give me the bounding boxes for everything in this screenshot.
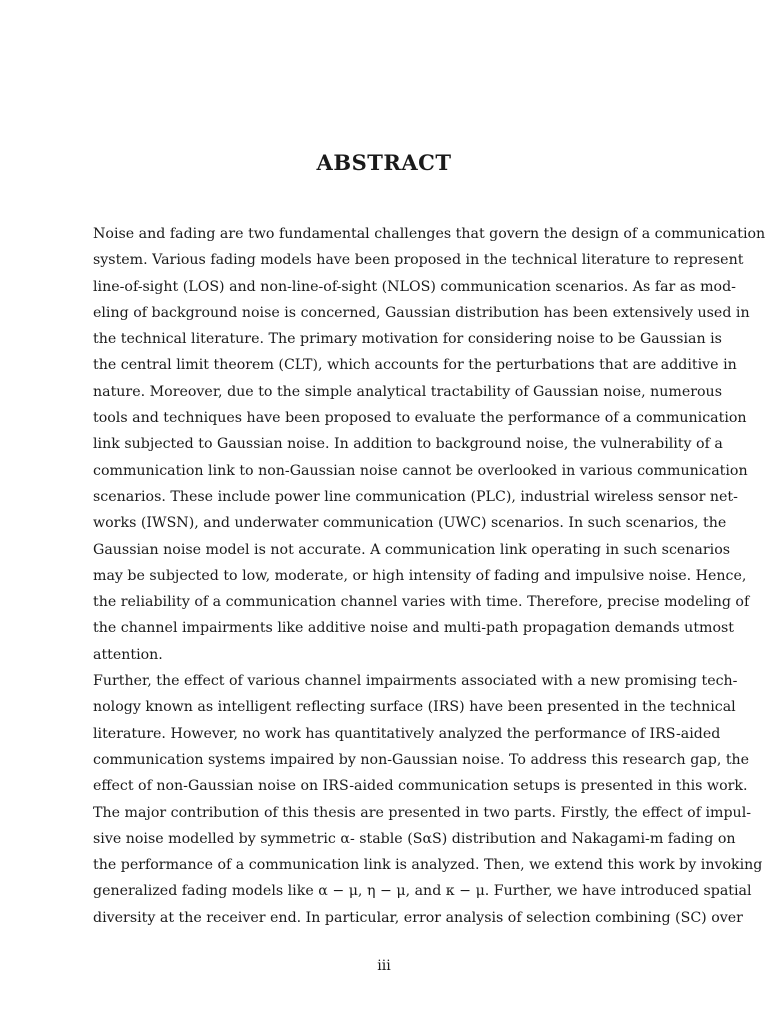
text-line: nology known as intelligent reflecting surface (IRS) have been presented in the technical — [93, 699, 736, 716]
abstract-body — [93, 221, 766, 931]
text-line: line-of-sight (LOS) and non-line-of-sight (NLOS) communication scenarios. As far as mod- — [93, 278, 736, 295]
text-line: works (IWSN), and underwater communication (UWC) scenarios. In such scenarios, the — [93, 515, 727, 532]
text-line: attention. — [93, 646, 163, 663]
page-title: ABSTRACT — [316, 150, 452, 175]
text-line: Gaussian noise model is not accurate. A communication link operating in such scenarios — [93, 541, 731, 558]
text-line: nature. Moreover, due to the simple analytical tractability of Gaussian noise, numerous — [93, 383, 722, 400]
paragraph-1 — [93, 221, 766, 668]
text-line: eling of background noise is concerned, Gaussian distribution has been extensively used in — [93, 304, 750, 321]
text-line: Noise and fading are two fundamental challenges that govern the design of a communication — [93, 226, 766, 242]
text-line: communication systems impaired by non-Gaussian noise. To address this research gap, the — [93, 751, 750, 768]
text-line: Further, the effect of various channel impairments associated with a new promising tech- — [93, 673, 738, 690]
page-number: iii — [377, 958, 391, 974]
text-line: scenarios. These include power line communication (PLC), industrial wireless sensor net- — [93, 488, 738, 505]
text-line: link subjected to Gaussian noise. In addition to background noise, the vulnerability of a — [93, 436, 723, 453]
text-line: the technical literature. The primary motivation for considering noise to be Gaussian is — [93, 331, 722, 348]
text-line: generalized fading models like α − μ, η − μ, and κ − μ. Further, we have introduced spatial — [93, 883, 752, 900]
text-line: tools and techniques have been proposed to evaluate the performance of a communication — [93, 410, 747, 427]
text-line: communication link to non-Gaussian noise cannot be overlooked in various communication — [93, 462, 748, 479]
text-line: the performance of a communication link is analyzed. Then, we extend this work by invoking — [93, 857, 763, 874]
text-line: the reliability of a communication channel varies with time. Therefore, precise modeling of — [93, 594, 750, 611]
text-line: the channel impairments like additive noise and multi-path propagation demands utmost — [93, 620, 735, 637]
text-line: system. Various fading models have been proposed in the technical literature to represent — [93, 252, 744, 269]
text-line: The major contribution of this thesis are presented in two parts. Firstly, the effect of impul- — [93, 804, 752, 821]
text-line: literature. However, no work has quantitatively analyzed the performance of IRS-aided — [93, 725, 721, 742]
text-line: effect of non-Gaussian noise on IRS-aided communication setups is presented in this work. — [93, 778, 748, 795]
text-line: diversity at the receiver end. In particular, error analysis of selection combining (SC) over — [93, 909, 743, 926]
text-line: sive noise modelled by symmetric α- stable (SαS) distribution and Nakagami-m fading on — [93, 830, 736, 847]
paragraph-2 — [93, 668, 763, 931]
text-line: the central limit theorem (CLT), which accounts for the perturbations that are additive in — [93, 357, 737, 374]
text-line: may be subjected to low, moderate, or high intensity of fading and impulsive noise. Hence, — [93, 567, 747, 584]
